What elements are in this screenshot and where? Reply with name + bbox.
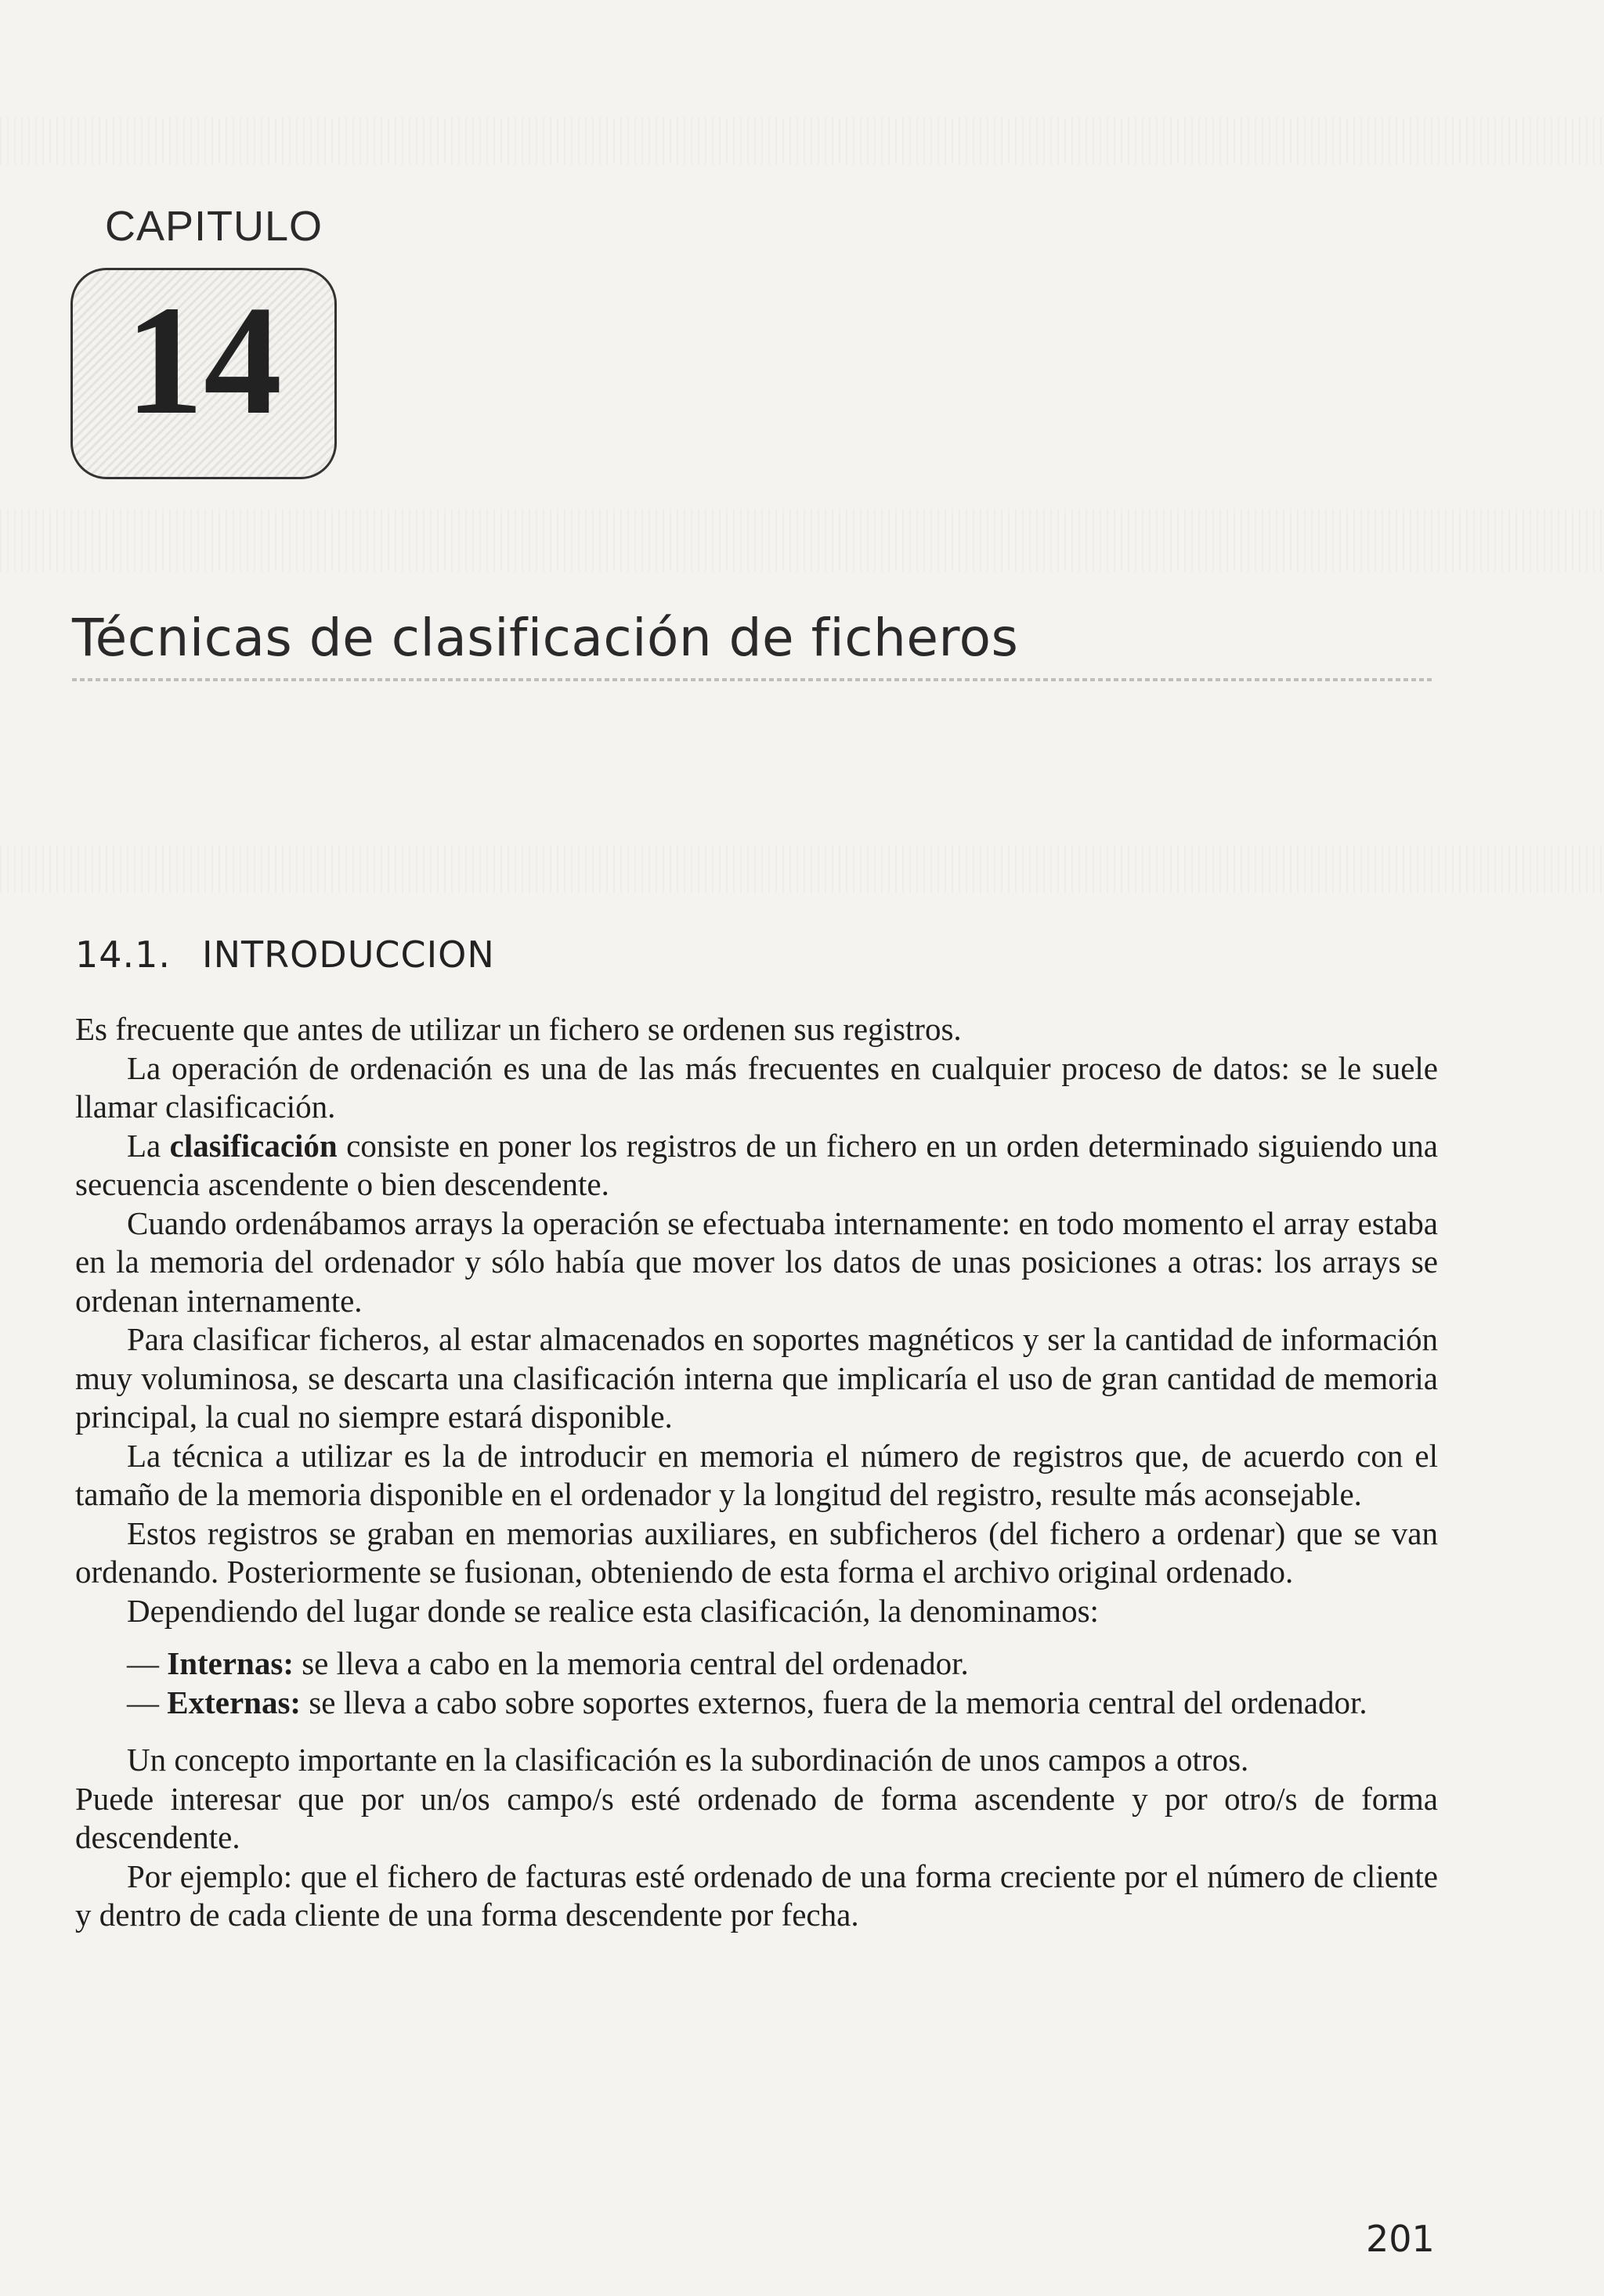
paragraph: Dependiendo del lugar donde se realice esta clasificación, la denominamos: (127, 1592, 1099, 1629)
paragraph: La técnica a utilizar es la de introducir en memoria el número de registros que, de acuerdo con el tamaño de la memoria disponible en el ordenador y la longitud del registro, resulte más aconsejable. (75, 1437, 1438, 1512)
section-heading (75, 933, 495, 976)
paragraph: Cuando ordenábamos arrays la operación se efectuaba internamente: en todo momento el array estaba en la memoria del ordenador y sólo había que mover los datos de unas posiciones a otras: los arrays se ordenan internamente. (75, 1204, 1438, 1319)
paragraph: Estos registros se graban en memorias auxiliares, en subficheros (del fichero a ordenar) que se van ordenando. Posteriormente se fusionan, obteniendo de esta forma el archivo original ordenado. (75, 1514, 1438, 1590)
paragraph: La clasificación consiste en poner los registros de un fichero en un orden determinado siguiendo una secuencia ascendente o bien descendente. (75, 1127, 1438, 1202)
paragraph: Puede interesar que por un/os campo/s esté ordenado de forma ascendente y por otro/s de forma descendente. (75, 1780, 1438, 1855)
term-clasificacion: clasificación (169, 1127, 338, 1164)
body-text (75, 1010, 1438, 1935)
paragraph: La operación de ordenación es una de las más frecuentes en cualquier proceso de datos: se le suele llamar clasificación. (75, 1049, 1438, 1125)
section-number: 14.1. (75, 933, 172, 976)
scan-noise-lower (0, 846, 1604, 893)
list-item-internas: — Internas: se lleva a cabo en la memoria central del ordenador. (127, 1645, 969, 1681)
classification-types-list (75, 1644, 1438, 1722)
paragraph: Un concepto importante en la clasificación es la subordinación de unos campos a otros. (127, 1742, 1249, 1778)
page-number: 201 (1366, 2218, 1435, 2260)
title-underline (72, 678, 1435, 681)
paragraph: Es frecuente que antes de utilizar un fichero se ordenen sus registros. (75, 1011, 962, 1047)
scan-noise-mid (0, 509, 1604, 572)
chapter-number-badge (70, 268, 337, 479)
paragraph: Para clasificar ficheros, al estar almacenados en soportes magnéticos y ser la cantidad de información muy voluminosa, se descarta una clasificación interna que implicaría el uso de gran cantidad de memoria principal, la cual no siempre estará disponible. (75, 1321, 1438, 1435)
chapter-title: Técnicas de clasificación de ficheros (72, 608, 1019, 668)
scan-noise-top (0, 117, 1604, 164)
chapter-number: 14 (125, 274, 282, 447)
chapter-label: CAPITULO (105, 203, 323, 250)
paragraph: Por ejemplo: que el fichero de facturas esté ordenado de una forma creciente por el número de cliente y dentro de cada cliente de una forma descendente por fecha. (75, 1857, 1438, 1933)
list-item-externas: — Externas: se lleva a cabo sobre soportes externos, fuera de la memoria central del ordenador. (127, 1684, 1367, 1720)
section-title: INTRODUCCION (202, 933, 495, 976)
